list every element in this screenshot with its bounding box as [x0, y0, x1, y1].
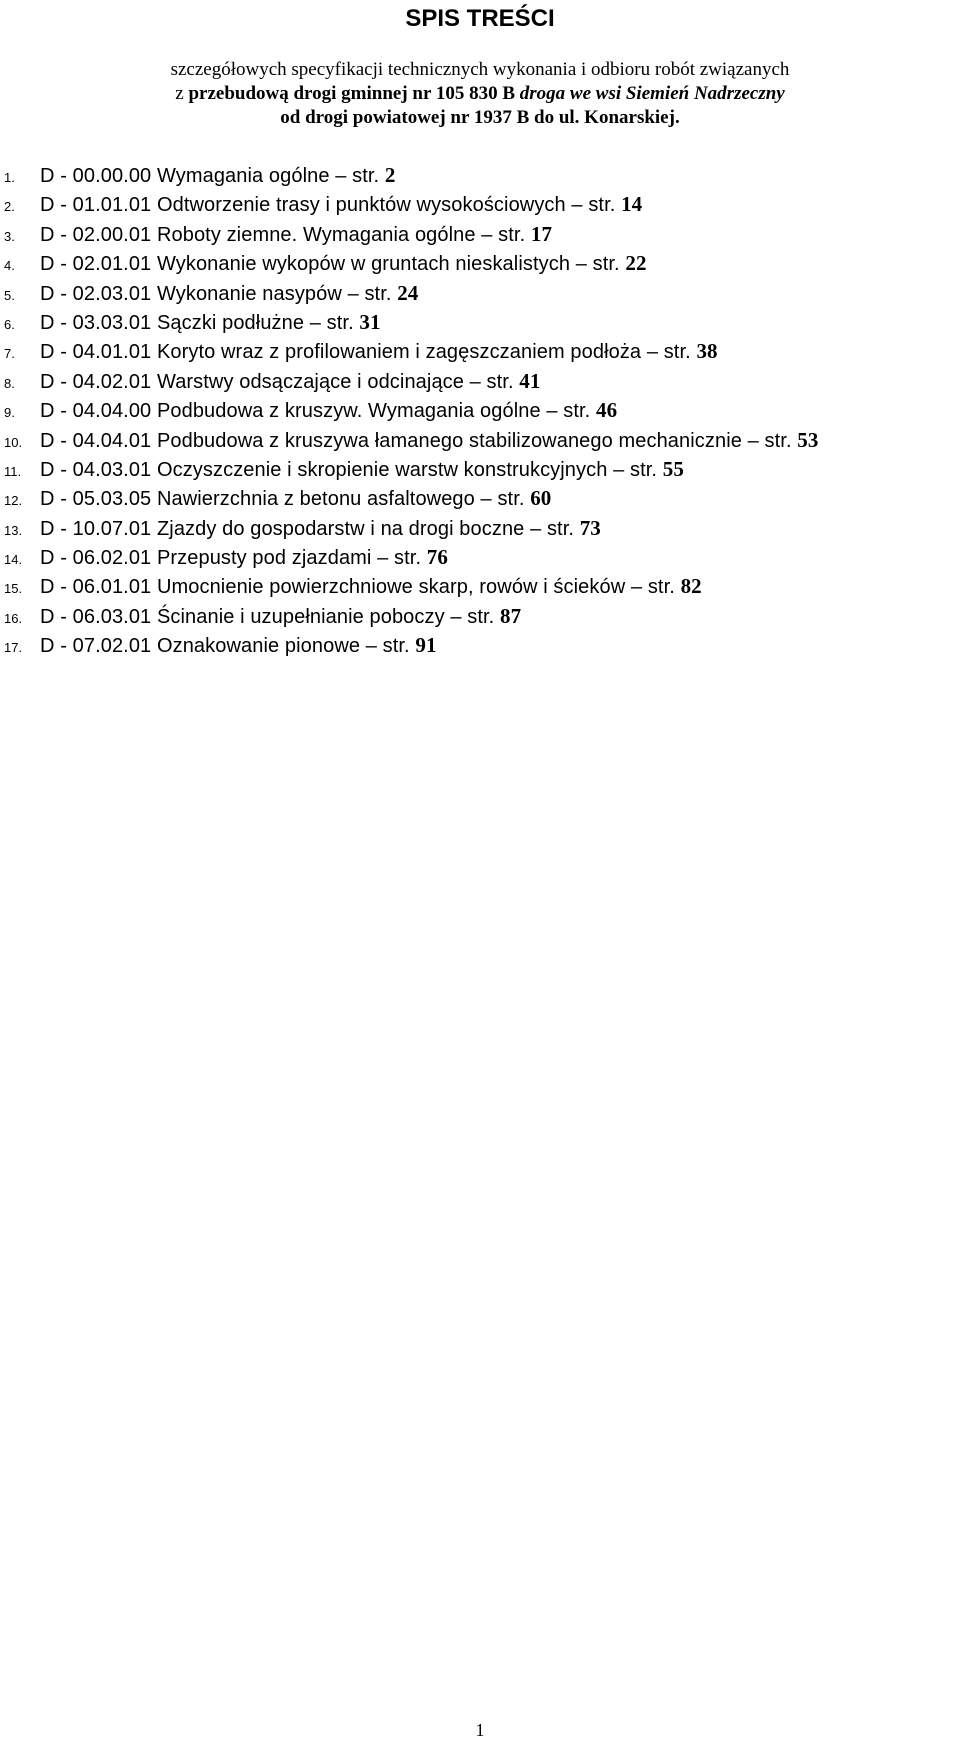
toc-entry-text	[40, 572, 702, 602]
toc-entry-title: Wykonanie wykopów w gruntach nieskalistych	[156, 253, 571, 276]
toc-entry-page-label: str.	[364, 282, 392, 305]
toc-entry-number: 8.	[4, 375, 15, 391]
toc-entry-number: 14.	[4, 552, 23, 568]
toc-entry-code: D - 05.03.05	[40, 488, 152, 511]
toc-entry-code: D - 06.02.01	[40, 547, 152, 570]
subtitle-line-2-bold: przebudową drogi gminnej nr 105 830 B	[188, 83, 520, 104]
toc-entry-dash: –	[304, 311, 327, 334]
toc-entry-page-label: str.	[394, 547, 422, 570]
toc-entry[interactable]	[0, 220, 958, 249]
toc-entry-code: D - 01.01.01	[40, 194, 152, 217]
toc-entry[interactable]	[0, 249, 958, 278]
toc-entry[interactable]	[0, 543, 958, 572]
toc-entry-page-label: str.	[326, 311, 354, 334]
toc-entry-page-label: str.	[352, 165, 380, 187]
toc-entry[interactable]	[0, 337, 958, 366]
toc-entry-text	[40, 308, 381, 338]
toc-entry-dash: –	[540, 400, 564, 423]
toc-entry[interactable]	[0, 190, 958, 219]
page-title: SPIS TREŚCI	[405, 5, 555, 32]
toc-entry-code: D - 06.03.01	[40, 605, 152, 628]
toc-entry-dash: –	[570, 253, 593, 276]
subtitle	[0, 58, 960, 130]
toc-entry-text	[40, 602, 521, 632]
toc-entry-number: 9.	[4, 405, 15, 421]
toc-entry-page-label: str.	[588, 194, 616, 217]
toc-entry-page: 38	[696, 339, 718, 364]
subtitle-line-2	[0, 82, 960, 106]
toc-entry[interactable]	[0, 514, 958, 543]
toc-entry-number: 15.	[4, 581, 23, 597]
toc-entry-number: 6.	[4, 316, 15, 332]
subtitle-line-1: szczegółowych specyfikacji technicznych wykonania i odbioru robót związanych	[170, 59, 790, 80]
toc-entry-text	[40, 220, 552, 250]
toc-entry-page: 41	[519, 368, 541, 393]
toc-entry-text	[40, 396, 617, 426]
toc-entry-title: Wymagania ogólne	[156, 165, 330, 187]
toc-entry-dash: –	[371, 547, 395, 570]
toc-entry-text	[40, 631, 437, 661]
toc-entry-page: 31	[359, 309, 381, 334]
toc-entry-page: 2	[384, 163, 396, 187]
toc-entry-code: D - 04.02.01	[40, 370, 152, 393]
toc-entry-page: 82	[680, 574, 702, 599]
toc-entry-title: Podbudowa z kruszywa łamanego stabilizowanego mechanicznie	[156, 429, 742, 452]
toc-entry[interactable]	[0, 367, 958, 396]
toc-entry-page-label: str.	[764, 429, 792, 452]
toc-entry-number: 2.	[4, 199, 15, 215]
toc-entry-page-label: str.	[382, 635, 410, 658]
toc-entry-text	[40, 161, 396, 191]
toc-entry-page: 17	[530, 221, 553, 246]
toc-entry[interactable]	[0, 631, 958, 660]
toc-entry[interactable]	[0, 161, 958, 190]
toc-entry[interactable]	[0, 279, 958, 308]
toc-entry-text	[40, 514, 601, 544]
subtitle-line-3	[0, 106, 960, 130]
toc-entry-page: 55	[662, 456, 684, 481]
toc-entry-page: 73	[579, 515, 601, 540]
toc-entry-page-label: str.	[563, 400, 591, 423]
toc-entry-code: D - 04.01.01	[40, 341, 152, 364]
toc-entry-page: 14	[621, 192, 643, 217]
toc-entry[interactable]	[0, 455, 958, 484]
toc-entry-title: Ścinanie i uzupełnianie poboczy	[156, 605, 445, 628]
toc-entry-page-label: str.	[592, 253, 620, 276]
toc-entry-title: Nawierzchnia z betonu asfaltowego	[156, 488, 475, 511]
toc-entry-text	[40, 367, 541, 397]
toc-entry[interactable]	[0, 308, 958, 337]
toc-entry-title: Oznakowanie pionowe	[156, 635, 361, 658]
toc-entry-number: 16.	[4, 610, 23, 626]
toc-entry-number: 13.	[4, 522, 23, 538]
toc-entry-page: 22	[625, 251, 647, 276]
toc-entry[interactable]	[0, 396, 958, 425]
subtitle-line-2-prefix: z	[175, 83, 189, 104]
toc-entry-number: 17.	[4, 640, 23, 656]
toc-entry-number: 7.	[4, 346, 15, 362]
toc-entry-number: 12.	[4, 493, 23, 509]
toc-entry-page: 46	[595, 398, 618, 423]
toc-entry-title: Odtworzenie trasy i punktów wysokościowych	[156, 194, 566, 217]
table-of-contents	[0, 161, 958, 661]
toc-entry-dash: –	[341, 282, 365, 305]
toc-entry-number: 1.	[4, 170, 15, 185]
toc-entry-title: Zjazdy do gospodarstw i na drogi boczne	[156, 517, 525, 540]
toc-entry-text	[40, 249, 647, 279]
toc-entry-code: D - 07.02.01	[40, 635, 152, 658]
toc-entry-title: Sączki podłużne	[156, 311, 305, 334]
toc-entry-title: Warstwy odsączające i odcinające	[156, 370, 464, 393]
toc-entry-dash: –	[464, 370, 487, 393]
toc-entry-dash: –	[741, 429, 765, 452]
toc-entry-title: Roboty ziemne. Wymagania ogólne	[156, 223, 476, 246]
toc-entry-code: D - 04.03.01	[40, 458, 152, 481]
toc-entry[interactable]	[0, 484, 958, 513]
toc-entry-page-label: str.	[630, 458, 658, 481]
toc-entry-dash: –	[565, 194, 589, 217]
toc-entry-dash: –	[625, 576, 648, 599]
toc-entry-number: 5.	[4, 287, 15, 303]
toc-entry-dash: –	[641, 341, 664, 364]
toc-entry-code: D - 02.00.01	[40, 223, 152, 246]
toc-entry-code: D - 06.01.01	[40, 576, 152, 599]
toc-entry-page-label: str.	[498, 223, 526, 246]
toc-entry-title: Przepusty pod zjazdami	[156, 547, 372, 570]
toc-entry-title: Koryto wraz z profilowaniem i zagęszczaniem podłoża	[156, 341, 642, 364]
page-number: 1	[475, 1720, 485, 1740]
toc-entry-dash: –	[474, 488, 498, 511]
toc-entry-number: 4.	[4, 258, 15, 274]
toc-entry-number: 3.	[4, 228, 15, 244]
toc-entry-title: Oczyszczenie i skropienie warstw konstrukcyjnych	[156, 458, 608, 481]
toc-entry-text	[40, 337, 718, 367]
toc-entry-page: 24	[397, 280, 419, 305]
toc-entry-dash: –	[475, 223, 499, 246]
toc-entry-dash: –	[524, 517, 547, 540]
toc-entry[interactable]	[0, 572, 958, 601]
subtitle-line-3-bold: od drogi powiatowej nr 1937 B do ul. Konarskiej.	[280, 107, 680, 128]
toc-entry-code: D - 02.01.01	[40, 253, 152, 276]
toc-entry-code: D - 10.07.01	[40, 517, 152, 540]
toc-entry-title: Podbudowa z kruszyw. Wymagania ogólne	[156, 400, 541, 423]
toc-entry-page-label: str.	[467, 605, 495, 628]
toc-entry[interactable]	[0, 602, 958, 631]
toc-entry-page-label: str.	[497, 488, 525, 511]
toc-entry-text	[40, 426, 818, 456]
toc-entry-page: 60	[530, 486, 552, 511]
toc-entry-code: D - 03.03.01	[40, 311, 152, 334]
toc-entry-page-label: str.	[647, 576, 675, 599]
toc-entry-page: 76	[426, 545, 448, 570]
toc-entry-dash: –	[607, 458, 631, 481]
toc-entry-code: D - 02.03.01	[40, 282, 152, 305]
toc-entry-code: D - 04.04.00	[40, 400, 152, 423]
toc-entry-page-label: str.	[546, 517, 575, 540]
toc-entry-text	[40, 484, 551, 514]
toc-entry-dash: –	[329, 165, 353, 187]
toc-entry-page-label: str.	[486, 370, 514, 393]
toc-entry-text	[40, 543, 448, 573]
toc-entry-page: 53	[797, 427, 819, 452]
toc-entry[interactable]	[0, 426, 958, 455]
toc-entry-code: D - 00.00.00	[40, 165, 152, 187]
toc-entry-code: D - 04.04.01	[40, 429, 152, 452]
toc-entry-number: 11.	[4, 463, 22, 479]
toc-entry-title: Wykonanie nasypów	[156, 282, 342, 305]
toc-entry-dash: –	[360, 635, 383, 658]
toc-entry-text	[40, 190, 642, 220]
toc-entry-text	[40, 455, 684, 485]
toc-entry-page: 87	[500, 603, 522, 628]
toc-entry-page: 91	[415, 633, 437, 658]
toc-entry-number: 10.	[4, 434, 23, 450]
toc-entry-page-label: str.	[663, 341, 691, 364]
toc-entry-title: Umocnienie powierzchniowe skarp, rowów i ścieków	[156, 576, 626, 599]
subtitle-line-2-bold-italic: droga we wsi Siemień Nadrzeczny	[519, 83, 785, 104]
toc-entry-dash: –	[444, 605, 468, 628]
toc-entry-text	[40, 279, 418, 309]
